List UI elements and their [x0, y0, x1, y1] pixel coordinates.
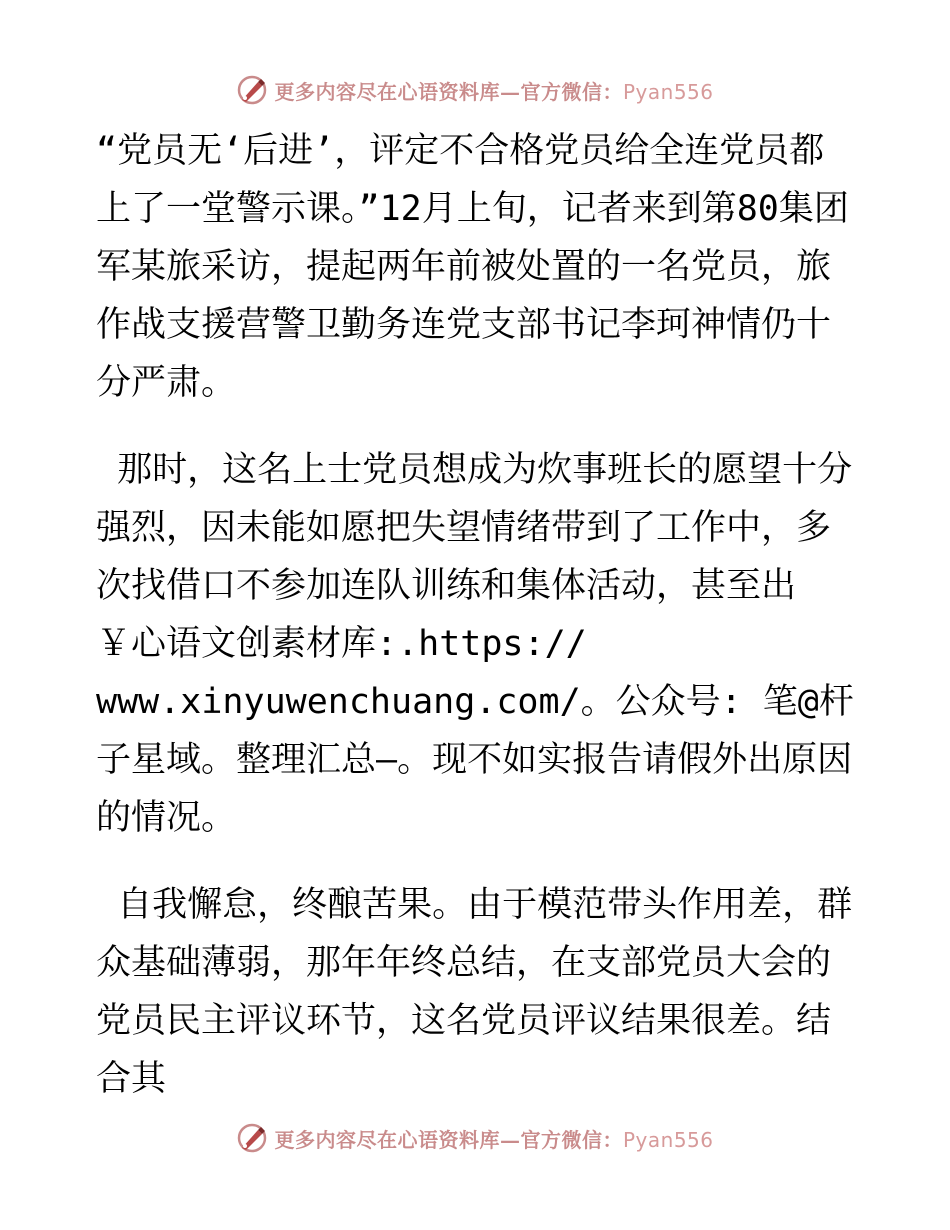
- pen-logo-icon: [236, 1122, 268, 1154]
- watermark-text: 更多内容尽在心语资料库—官方微信：Pyan556: [274, 1127, 714, 1152]
- paragraph-1: “党员无‘后进’，评定不合格党员给全连党员都上了一堂警示课。”12月上旬，记者来到第80集团军某旅采访，提起两年前被处置的一名党员，旅作战支援营警卫勤务连党支部书记李珂神情仍十分严肃。: [96, 131, 849, 403]
- footer-watermark: [0, 1118, 950, 1158]
- wechat-id: Pyan556: [622, 79, 714, 104]
- wechat-id: Pyan556: [622, 1127, 714, 1152]
- document-body: [96, 122, 856, 1137]
- paragraph-3: 自我懈怠，终酿苦果。由于模范带头作用差，群众基础薄弱，那年年终总结，在支部党员大会的党员民主评议环节，这名党员评议结果很差。结合其: [96, 885, 853, 1099]
- header-watermark: [0, 70, 950, 110]
- watermark-text: 更多内容尽在心语资料库—官方微信：Pyan556: [274, 79, 714, 104]
- paragraph-2: 那时，这名上士党员想成为炊事班长的愿望十分强烈，因未能如愿把失望情绪带到了工作中，多次找借口不参加连队训练和集体活动，甚至出￥心语文创素材库:.https:// www.xinyuwenchuang.com/。公众号: 笔@杆子星域。整理汇总—。现不如实报告请假外出原因的情况。: [96, 450, 854, 838]
- pen-logo-icon: [236, 74, 268, 106]
